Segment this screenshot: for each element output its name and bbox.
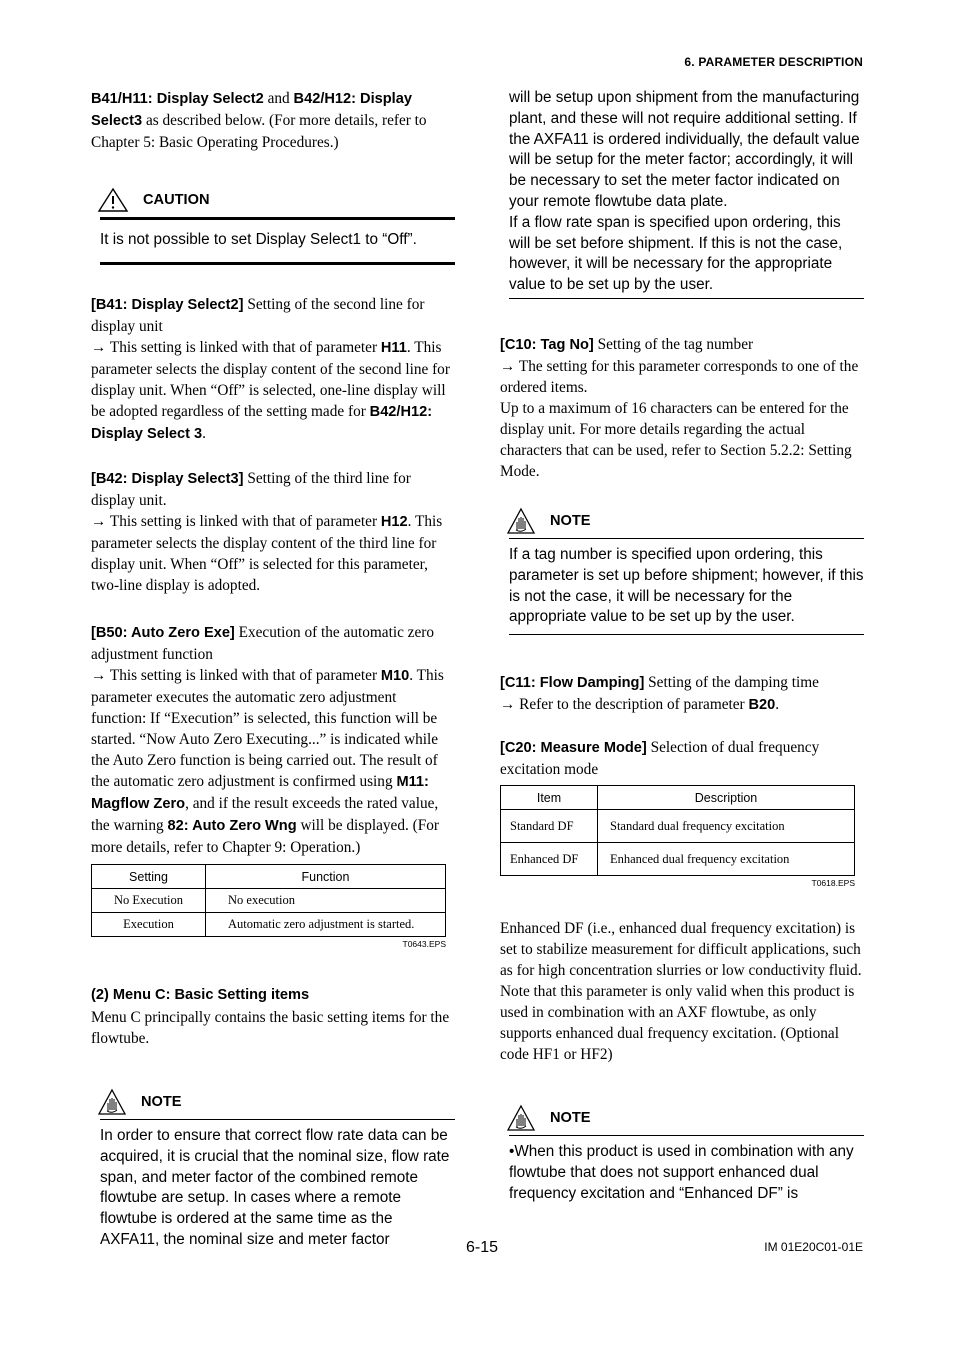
text-run: . [775,696,780,714]
param-heading: [B42: Display Select3] [91,471,244,487]
section-heading: (2) Menu C: Basic Setting items [91,987,310,1003]
note-header [97,1085,455,1119]
note-header [506,1101,864,1135]
note-continuation-text: will be setup upon shipment from the manufacturing plant, and these will not require additional setting. If the AXFA11 is ordered individually, the default value will be setup for the meter factor; accordingly, it will be necessary to set the meter factor indicated on your remote flowtube data plate. If a flow rate span is specified upon ordering, this will be set before shipment. If this is not the case, however, it will be necessary for the appropriate value to be set up by the user. [509,88,864,299]
warning-triangle-icon [97,187,129,213]
text-run: Setting of the third line for display unit. [91,470,411,509]
caution-box [91,183,455,265]
text-run: . This parameter selects the display content of the third line for display unit. When “Off” is selected for this parameter, two-line display is adopted. [91,513,443,594]
note-box [500,1101,864,1210]
text-run: Up to a maximum of 16 characters can be entered for the display unit. For more details regarding the actual characters that can be used, refer to Section 5.2.2: Setting Mode. [500,399,852,480]
table-cell: Enhanced DF [501,843,598,876]
c10-paragraph [500,334,864,482]
table-row [92,913,446,937]
param-ref: 82: Auto Zero Wng [167,818,297,834]
text-run: Setting of the damping time [644,674,819,692]
table-header-cell: Setting [92,865,206,889]
note-label: NOTE [141,1094,182,1110]
table-cell: No execution [206,889,446,913]
b50-paragraph [91,622,455,858]
text-run: . This parameter executes the automatic zero adjustment function: If “Execution” is selected, this function will be started. “Now Auto Zero Executing...” is indicated while the Auto Zero function is being carried out. The result of the automatic zero adjustment is confirmed using [91,667,444,790]
note-header [506,504,864,538]
section-header: 6. PARAMETER DESCRIPTION [684,55,863,69]
note-text: •When this product is used in combination with any flowtube that does not support enhanced dual frequency excitation and “Enhanced DF” is [509,1135,864,1210]
text-run: → The setting for this parameter corresponds to one of the ordered items. [500,357,859,396]
intro-paragraph [91,88,455,153]
document-number: IM 01E20C01-01E [764,1240,863,1254]
param-heading: [C11: Flow Damping] [500,675,645,692]
table-cell: Standard dual frequency excitation [598,810,855,843]
enhanced-df-paragraph: Enhanced DF (i.e., enhanced dual frequency excitation) is set to stabilize measurement for difficult applications, such as for high concentration slurries or low conductivity fluid. Note that this parameter is only valid when this product is used in combination with an AXF flowtube, as only supports enhanced dual frequency excitation. (Optional code HF1 or HF2) [500,920,862,1064]
text-run: . This parameter selects the display content of the second line for display unit. When “Off” is selected, one-line display will be adopted regardless of the setting made for [91,339,450,420]
c11-paragraph [500,672,864,716]
measure-mode-table [500,785,855,876]
text-run: and [263,90,294,107]
text-run: → This setting is linked with that of parameter [91,339,381,356]
table-row [501,843,855,876]
table-cell: Automatic zero adjustment is started. [206,913,446,937]
text-run: Selection of dual frequency excitation mode [500,739,820,779]
table-header-cell: Description [598,786,855,810]
table-cell: Standard DF [501,810,598,843]
text-run: , and if the result exceeds the rated value, the warning [91,795,439,834]
c20-paragraph [500,737,864,780]
text-run: as described below. (For more details, refer to Chapter 5: Basic Operating Procedures.) [91,112,427,151]
table-row [501,810,855,843]
page-number: 6-15 [466,1239,499,1256]
param-heading: [B41: Display Select2] [91,297,244,313]
text-run: will be displayed. (For more details, refer to Chapter 9: Operation.) [91,817,439,856]
b42-paragraph [91,468,455,596]
table-cell: Enhanced dual frequency excitation [598,843,855,876]
text-run: Setting of the tag number [593,335,754,353]
note-label: NOTE [550,512,591,529]
param-ref: B41/H11: Display Select2 [91,91,264,107]
hand-note-icon [506,1104,536,1132]
right-column [500,88,864,1211]
caution-header [97,183,455,217]
hand-note-icon [97,1088,127,1116]
table-cell: No Execution [92,889,206,913]
table-row [92,889,446,913]
table-cell: Execution [92,913,206,937]
text-run: Execution of the automatic zero adjustment function [91,624,434,663]
table-file-label: T0618.EPS [811,878,855,889]
menu-c-paragraph: Menu C principally contains the basic setting items for the flowtube. [91,1009,450,1047]
auto-zero-table [91,864,446,937]
left-column [91,88,455,1257]
param-heading: [B50: Auto Zero Exe] [91,625,235,641]
text-run: → This setting is linked with that of parameter [91,513,381,530]
param-ref: B20 [748,697,776,714]
param-ref: H12 [380,514,408,530]
param-ref: M10 [380,668,410,684]
param-heading: [C20: Measure Mode] [500,740,647,757]
note-text: In order to ensure that correct flow rate data can be acquired, it is crucial that the nominal size, flow rate span, and meter factor of the combined remote flowtube are setup. In cases where a remote flowtube is ordered at the same time as the AXFA11, the nominal size and meter factor [100,1119,455,1257]
measure-mode-table-wrap [500,785,855,888]
text-run: Setting of the second line for display unit [91,296,425,335]
table-header-cell: Item [501,786,598,810]
auto-zero-table-wrap [91,864,446,949]
text-run: → This setting is linked with that of parameter [91,667,381,684]
note-text: If a tag number is specified upon ordering, this parameter is set up before shipment; however, if this is not the case, it will be necessary for the appropriate value to be set up by the user. [509,538,864,635]
text-run: → Refer to the description of parameter [500,696,749,714]
table-header-cell: Function [206,865,446,889]
table-header-row [501,786,855,810]
table-file-label: T0643.EPS [402,939,446,949]
text-run: . [202,425,206,442]
param-ref: H11 [380,340,407,356]
hand-note-icon [506,507,536,535]
table-header-row [92,865,446,889]
b41-paragraph [91,294,455,445]
param-ref: B42/H12: Display Select3 [91,91,412,129]
param-ref: M11: Magflow Zero [91,774,429,812]
note-label: NOTE [550,1110,591,1127]
note-box [91,1085,455,1257]
caution-label: CAUTION [143,192,210,208]
caution-text: It is not possible to set Display Select1 to “Off”. [100,217,455,265]
param-heading: [C10: Tag No] [500,336,594,353]
note-box [500,504,864,635]
param-ref: B42/H12: Display Select 3 [91,404,433,442]
